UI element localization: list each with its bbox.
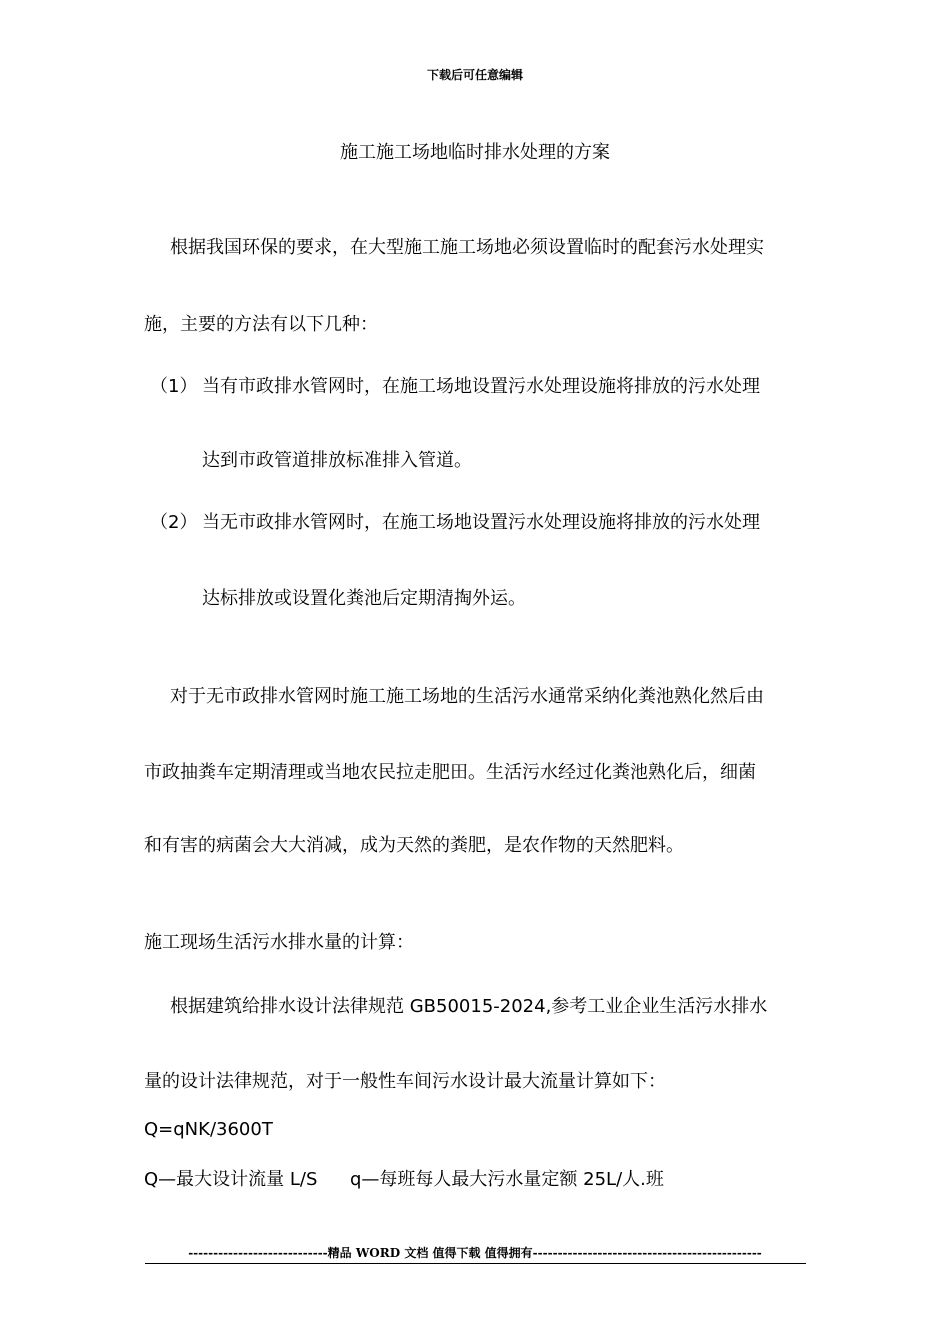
paragraph-2-line-3: 和有害的病菌会大大消减，成为天然的粪肥，是农作物的天然肥料。	[144, 835, 684, 856]
paragraph-3-line-2: 量的设计法律规范，对于一般性车间污水设计最大流量计算如下：	[144, 1071, 666, 1092]
list-item-1-line-1: 当有市政排水管网时，在施工场地设置污水处理设施将排放的污水处理	[202, 376, 760, 397]
section-heading: 施工现场生活污水排水量的计算：	[144, 932, 414, 953]
paragraph-1-line-1: 根据我国环保的要求，在大型施工施工场地必须设置临时的配套污水处理实	[170, 237, 764, 258]
list-item-2-line-2: 达标排放或设置化粪池后定期清掏外运。	[202, 588, 526, 609]
formula-term-q-max: Q—最大设计流量 L/S	[144, 1169, 318, 1190]
footer-rule	[145, 1263, 806, 1264]
paragraph-2-line-2: 市政抽粪车定期清理或当地农民拉走肥田。生活污水经过化粪池熟化后，细菌	[144, 762, 756, 783]
header-note: 下载后可任意编辑	[426, 68, 523, 82]
formula: Q=qNK/3600T	[144, 1119, 273, 1140]
paragraph-2-line-1: 对于无市政排水管网时施工施工场地的生活污水通常采纳化粪池熟化然后由	[170, 686, 764, 707]
document-title: 施工施工场地临时排水处理的方案	[340, 142, 610, 163]
list-item-1-line-2: 达到市政管道排放标准排入管道。	[202, 450, 472, 471]
formula-term-q-quota: q—每班每人最大污水量定额 25L/人.班	[350, 1169, 664, 1190]
list-marker-1: （1）	[150, 376, 198, 397]
footer-text: ----------------------------精品 WORD 文档 值得下载 值得拥有----------------------------------------------	[188, 1246, 762, 1260]
list-item-2-line-1: 当无市政排水管网时，在施工场地设置污水处理设施将排放的污水处理	[202, 512, 760, 533]
paragraph-3-line-1: 根据建筑给排水设计法律规范 GB50015-2024,参考工业企业生活污水排水	[170, 996, 768, 1017]
list-marker-2: （2）	[150, 512, 198, 533]
paragraph-1-line-2: 施，主要的方法有以下几种：	[144, 314, 378, 335]
